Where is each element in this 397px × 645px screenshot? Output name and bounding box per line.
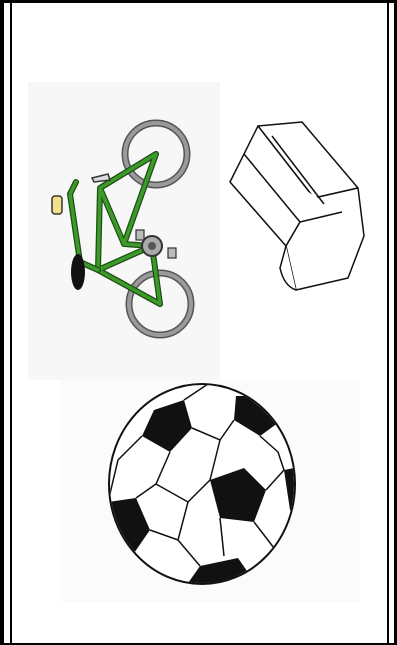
eraser-picture <box>222 118 370 302</box>
soccer-ball-icon <box>60 380 360 602</box>
eraser-icon <box>222 118 370 302</box>
bicycle-icon <box>28 82 220 380</box>
left-rule <box>10 0 12 645</box>
bicycle-picture <box>28 82 220 380</box>
soccer-ball-picture <box>60 380 360 602</box>
right-rule <box>387 0 389 645</box>
